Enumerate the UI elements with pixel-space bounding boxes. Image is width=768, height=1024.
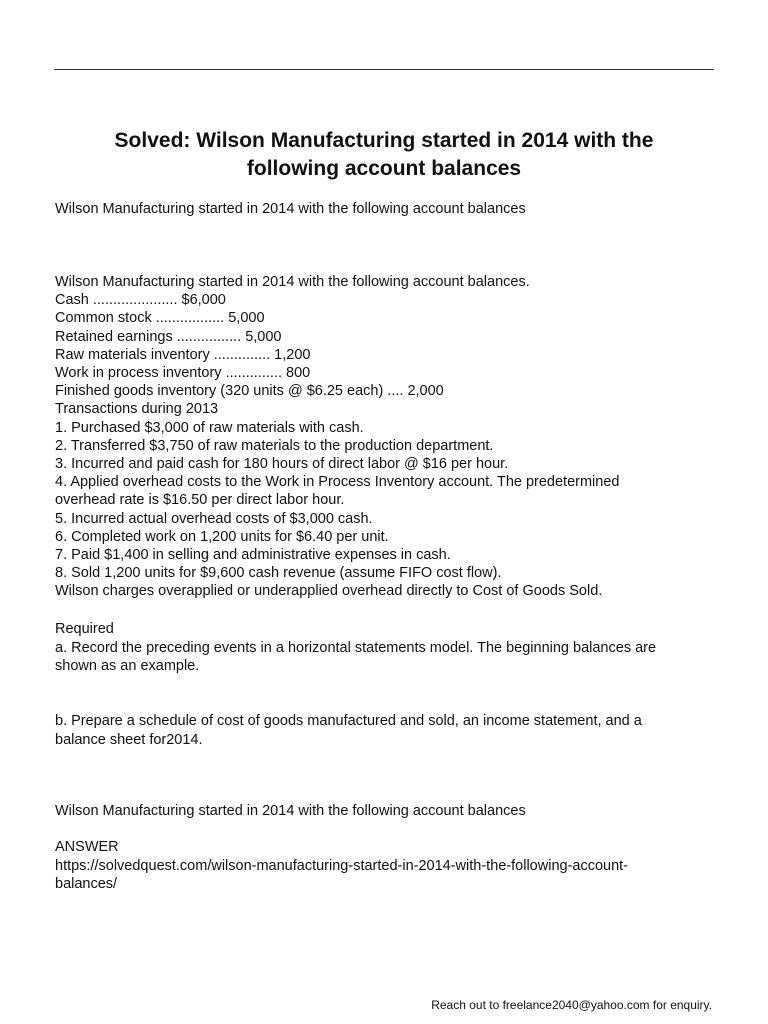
problem-line: Finished goods inventory (320 units @ $6.25 each) .... 2,000 [55, 383, 444, 400]
problem-line: 8. Sold 1,200 units for $9,600 cash revenue (assume FIFO cost flow). [55, 565, 502, 582]
problem-line: Work in process inventory .............. 800 [55, 365, 311, 382]
problem-line: Raw materials inventory .............. 1,200 [55, 346, 311, 363]
answer-link[interactable] [55, 857, 725, 894]
answer-link-line-2[interactable]: balances/ [55, 876, 118, 892]
problem-line: 6. Completed work on 1,200 units for $6.40 per unit. [55, 528, 389, 545]
problem-line: Wilson Manufacturing started in 2014 with the following account balances. [55, 274, 530, 290]
problem-statement [55, 273, 725, 601]
problem-line: Wilson charges overapplied or underapplied overhead directly to Cost of Goods Sold. [55, 583, 603, 600]
footer-contact: Reach out to freelance2040@yahoo.com for enquiry. [431, 998, 712, 1012]
problem-line: 3. Incurred and paid cash for 180 hours of direct labor @ $16 per hour. [55, 456, 509, 473]
required-heading: Required [55, 621, 114, 637]
header-divider [54, 69, 714, 70]
problem-line: Common stock ................. 5,000 [55, 310, 265, 327]
title-line-1: Solved: Wilson Manufacturing started in 2014 with the [114, 129, 654, 152]
title-line-2: following account balances [246, 157, 522, 180]
problem-line: Cash ..................... $6,000 [55, 292, 226, 309]
required-section [55, 620, 725, 676]
problem-line: 2. Transferred $3,750 of raw materials to the production department. [55, 437, 494, 454]
part-a-line: shown as an example. [55, 658, 200, 674]
problem-line: overhead rate is $16.50 per direct labor hour. [55, 492, 345, 509]
part-b-line: b. Prepare a schedule of cost of goods manufactured and sold, an income statement, and a [55, 713, 642, 729]
answer-heading: ANSWER [55, 839, 119, 855]
problem-line: 1. Purchased $3,000 of raw materials with cash. [55, 419, 364, 436]
repeat-summary: Wilson Manufacturing started in 2014 with the following account balances [55, 803, 526, 819]
part-b-line: balance sheet for2014. [55, 731, 203, 748]
problem-line: 7. Paid $1,400 in selling and administrative expenses in cash. [55, 547, 451, 564]
problem-line: 4. Applied overhead costs to the Work in Process Inventory account. The predetermined [55, 474, 620, 491]
problem-line: Transactions during 2013 [55, 401, 219, 418]
problem-line: Retained earnings ................ 5,000 [55, 328, 282, 345]
part-a-line: a. Record the preceding events in a horizontal statements model. The beginning balances are [55, 639, 657, 656]
part-b-section [55, 712, 725, 749]
page-title [54, 127, 714, 183]
answer-section [55, 838, 725, 894]
answer-link-line-1[interactable]: https://solvedquest.com/wilson-manufacturing-started-in-2014-with-the-following-account- [55, 857, 629, 874]
problem-line: 5. Incurred actual overhead costs of $3,000 cash. [55, 510, 373, 527]
page-subtitle: Wilson Manufacturing started in 2014 with the following account balances [55, 201, 526, 217]
